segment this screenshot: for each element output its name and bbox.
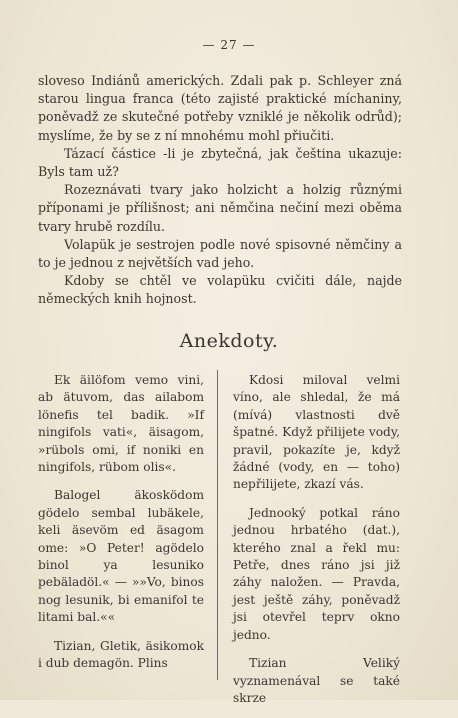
intro-paragraph: sloveso Indiánů amerických. Zdali pak p. Schleyer zná starou lingua franca (této zajisté praktické míchaniny, poněvadž ze skutečné potřeby vzniklé je několik odrůd); myslíme, že by se z ní mnohému mohl přiučiti. — [38, 73, 402, 143]
column-divider — [217, 370, 218, 680]
section-title: Anekdoty. — [179, 330, 279, 352]
intro-text — [38, 72, 402, 309]
anecdote-czech: Jednooký potkal ráno jednou hrbatého (dat.), kterého znal a řekl mu: Petře, dnes ráno jsi již záhy naložen. — Pravda, jest ještě záhy, poněvadž jsi otevřel teprv okno jedno. — [233, 505, 400, 642]
anecdote-volapuk: Ek äilöfom vemo vini, ab ätuvom, das ailabom lönefis tel badik. »If ningifols vati«, äisagom, »rübols omi, if noniki en ningifols, rübom olis«. — [38, 373, 204, 475]
anecdote-czech: Tizian Veliký vyznamenával se také skrze — [233, 656, 400, 705]
intro-paragraph: Tázací částice -li je zbytečná, jak čeština ukazuje: Byls tam už? — [38, 145, 402, 180]
page-number: — 27 — — [202, 38, 256, 52]
anecdote-volapuk: Balogel äkosködom gödelo sembal lubäkele, keli äsevöm ed äsagom ome: »O Peter! agödelo binol ya lesuniko pebäladöl.« — »»Vo, binos nog lesunik, bi emanifol te litami bal.«« — [38, 488, 204, 625]
volapuk-column — [38, 372, 204, 684]
anecdote-volapuk: Tizian, Gletik, äsikomok i dub demagön. Plins — [38, 638, 204, 671]
intro-paragraph: Kdoby se chtěl ve volapüku cvičiti dále, najde německých knih hojnost. — [38, 273, 402, 307]
anecdote-czech: Kdosi miloval velmi víno, ale shledal, že má (mívá) vlastnosti dvě špatné. Když přilijete vody, pravil, pokazíte je, když žádné (vody, en — toho) nepřilijete, zkazí vás. — [233, 373, 400, 492]
czech-column — [233, 372, 400, 718]
intro-paragraph: Rozeznávati tvary jako holzicht a holzig různými příponami je přílišnost; ani němčina nečiní mezi oběma tvary hrubě rozdílu. — [38, 182, 402, 234]
intro-paragraph: Volapük je sestrojen podle nové spisovné němčiny a to je jednou z největších vad jeho. — [38, 236, 402, 271]
